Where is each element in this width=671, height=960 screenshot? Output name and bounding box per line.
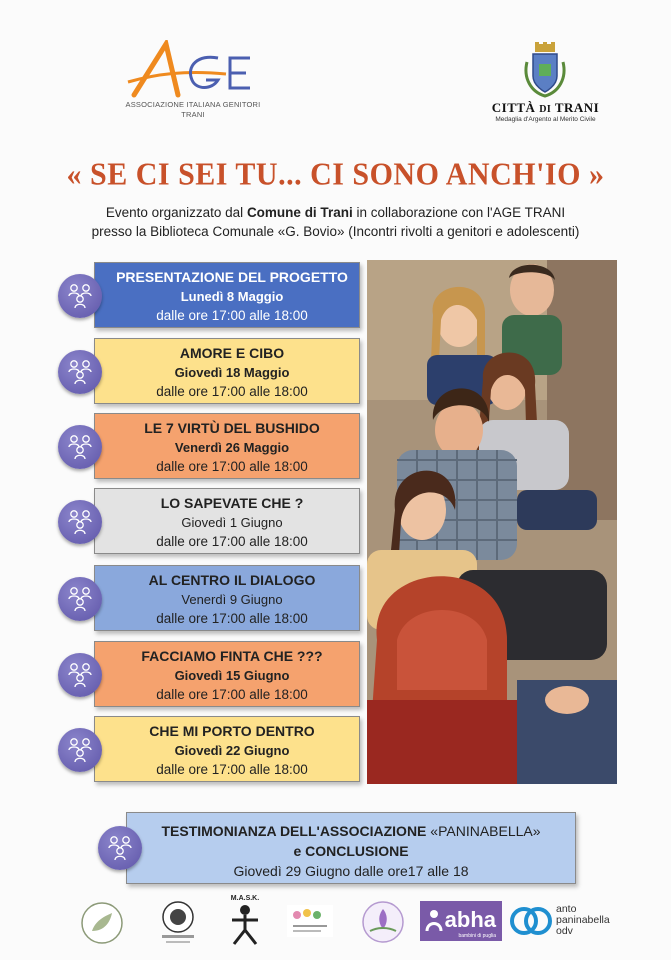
people-group-icon bbox=[58, 425, 102, 469]
sponsor-logo-1 bbox=[80, 901, 124, 945]
people-group-icon-glyph bbox=[66, 737, 94, 763]
page-title: « SE CI SEI TU... CI SONO ANCH'IO » bbox=[66, 157, 605, 192]
event-box bbox=[94, 413, 360, 479]
city-name-part1: CITTÀ bbox=[491, 100, 540, 115]
anto-logo-text bbox=[556, 904, 610, 937]
event-time: dalle ore 17:00 alle 18:00 bbox=[156, 762, 308, 777]
final-date: Giovedì 29 Giugno dalle ore17 alle 18 bbox=[233, 863, 469, 879]
event-time: dalle ore 17:00 alle 18:00 bbox=[156, 308, 308, 323]
anto-rings-icon bbox=[510, 903, 554, 939]
people-group-icon-glyph bbox=[66, 586, 94, 612]
sponsor-logo-4 bbox=[285, 901, 335, 941]
final-title-part2: «PANINABELLA» bbox=[430, 823, 541, 839]
final-event bbox=[98, 812, 576, 884]
final-event-box bbox=[126, 812, 576, 884]
age-subtitle-line2: TRANI bbox=[181, 110, 205, 119]
subtitle-line1-c: in collaborazione con l'AGE TRANI bbox=[352, 205, 566, 220]
event-date: Giovedì 22 Giugno bbox=[174, 743, 290, 758]
anto-line2: paninabella bbox=[556, 914, 610, 926]
city-name bbox=[478, 100, 613, 116]
sponsors-bar bbox=[70, 893, 630, 953]
event-title: AMORE E CIBO bbox=[179, 345, 285, 361]
event-box bbox=[94, 565, 360, 631]
event-date: Giovedì 18 Maggio bbox=[174, 365, 290, 380]
abha-logo-text: abha bbox=[444, 907, 496, 932]
people-group-icon-glyph bbox=[66, 359, 94, 385]
martial-arts-figure-icon bbox=[220, 902, 270, 948]
event-subtitle bbox=[0, 203, 671, 241]
age-subtitle bbox=[123, 100, 263, 120]
subtitle-line2: presso la Biblioteca Comunale «G. Bovio» (Incontri rivolti a genitori e adolescenti) bbox=[91, 224, 580, 239]
sponsor-logo-5 bbox=[360, 899, 406, 945]
event-time: dalle ore 17:00 alle 18:00 bbox=[156, 459, 308, 474]
people-group-icon-glyph bbox=[66, 509, 94, 535]
event-date: Giovedì 15 Giugno bbox=[174, 668, 290, 683]
people-group-icon-glyph bbox=[66, 662, 94, 688]
event-title: AL CENTRO IL DIALOGO bbox=[148, 572, 316, 588]
sponsor-logo-anto-paninabella bbox=[510, 899, 630, 943]
age-logo bbox=[118, 40, 268, 125]
trani-crest-icon bbox=[521, 42, 569, 98]
event-box bbox=[94, 641, 360, 707]
people-group-icon bbox=[58, 350, 102, 394]
teenagers-photo bbox=[367, 260, 617, 784]
sponsor-logo-mask bbox=[220, 895, 270, 951]
event-date: Venerdì 26 Maggio bbox=[174, 440, 290, 455]
event-box bbox=[94, 262, 360, 328]
abha-figure-icon bbox=[424, 909, 444, 933]
subtitle-line1-b: Comune di Trani bbox=[246, 205, 353, 220]
event-title: CHE MI PORTO DENTRO bbox=[149, 723, 315, 739]
event-box bbox=[94, 488, 360, 554]
event-title: PRESENTAZIONE DEL PROGETTO bbox=[116, 269, 348, 285]
event-date: Giovedì 1 Giugno bbox=[181, 515, 283, 530]
city-name-part3: TRANI bbox=[551, 100, 600, 115]
event-time: dalle ore 17:00 alle 18:00 bbox=[156, 534, 308, 549]
event-title: LO SAPEVATE CHE ? bbox=[160, 495, 304, 511]
anto-line3: odv bbox=[556, 925, 573, 937]
event-time: dalle ore 17:00 alle 18:00 bbox=[156, 687, 308, 702]
people-group-icon bbox=[58, 274, 102, 318]
final-title-line2: e CONCLUSIONE bbox=[293, 843, 409, 859]
age-logo-mark bbox=[126, 40, 256, 100]
people-group-icon-glyph bbox=[106, 835, 134, 861]
event-time: dalle ore 17:00 alle 18:00 bbox=[156, 384, 308, 399]
event-title: LE 7 VIRTÙ DEL BUSHIDO bbox=[144, 420, 320, 436]
people-group-icon bbox=[58, 653, 102, 697]
people-group-icon bbox=[98, 826, 142, 870]
event-title: FACCIAMO FINTA CHE ??? bbox=[141, 648, 323, 664]
event-date: Lunedì 8 Maggio bbox=[180, 289, 284, 304]
event-time: dalle ore 17:00 alle 18:00 bbox=[156, 611, 308, 626]
people-group-icon-glyph bbox=[66, 434, 94, 460]
citta-di-trani-logo bbox=[478, 40, 613, 125]
people-group-icon bbox=[58, 728, 102, 772]
city-subtitle: Medaglia d'Argento al Merito Civile bbox=[495, 116, 596, 123]
sponsor-logo-2 bbox=[156, 899, 200, 947]
people-group-icon bbox=[58, 500, 102, 544]
abha-logo-subtext: bambini di puglia bbox=[458, 933, 496, 939]
people-group-icon-glyph bbox=[66, 283, 94, 309]
subtitle-line1-a: Evento organizzato dal bbox=[105, 205, 247, 220]
event-date: Venerdì 9 Giugno bbox=[181, 592, 283, 607]
final-title-part1: TESTIMONIANZA DELL'ASSOCIAZIONE bbox=[161, 823, 431, 839]
mask-logo-text: M.A.S.K. bbox=[230, 895, 260, 902]
city-name-part2: DI bbox=[539, 104, 552, 115]
event-box bbox=[94, 338, 360, 404]
event-box bbox=[94, 716, 360, 782]
anto-line1: anto bbox=[556, 903, 577, 915]
age-subtitle-line1: ASSOCIAZIONE ITALIANA GENITORI bbox=[125, 100, 261, 109]
teenagers-photo-illustration bbox=[367, 260, 617, 784]
people-group-icon bbox=[58, 577, 102, 621]
sponsor-logo-abha bbox=[420, 901, 502, 941]
